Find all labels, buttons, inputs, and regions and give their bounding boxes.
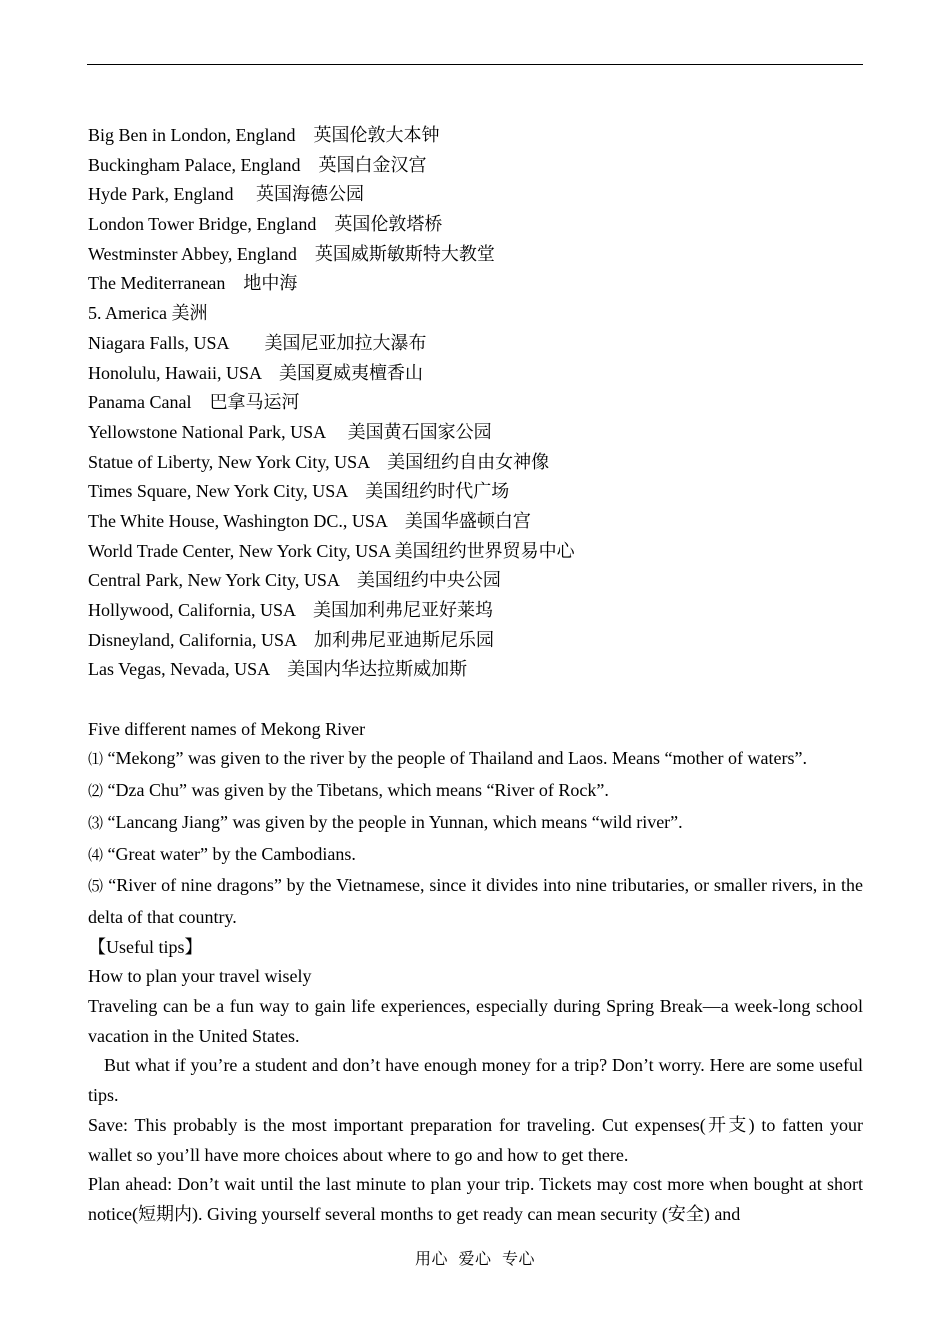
mekong-title: Five different names of Mekong River [88,718,366,739]
mekong-item [88,776,863,808]
item-number: ⑴ [88,752,104,769]
header-rule [87,64,863,65]
list-item: Big Ben in London, England 英国伦敦大本钟 [88,125,440,145]
list-item: Las Vegas, Nevada, USA 美国内华达拉斯威加斯 [88,659,468,680]
list-item: The Mediterranean 地中海 [88,273,298,294]
page-footer: 用心 爱心 专心 [414,1251,535,1268]
list-item: World Trade Center, New York City, USA 美国纽约世界贸易中心 [88,540,575,561]
paragraph: Traveling can be a fun way to gain life experiences, especially during Spring Break—a week-long school vacation in the United States. [88,996,863,1046]
blank-line [88,685,863,715]
item-number: ⑵ [88,784,104,801]
list-item: Niagara Falls, USA 美国尼亚加拉大瀑布 [88,332,427,353]
section-heading-america: 5. America 美洲 [88,303,208,324]
list-item: Hyde Park, England 英国海德公园 [88,184,364,205]
paragraph: Save: This probably is the most important preparation for traveling. Cut expenses(开支) to fatten your wallet so you’ll have more choices about where to go and how to get there. [88,1114,863,1165]
list-item: Yellowstone National Park, USA 美国黄石国家公园 [88,421,492,442]
item-text: “Lancang Jiang” was given by the people in Yunnan, which means “wild river”. [107,811,683,832]
item-text: “Dza Chu” was given by the Tibetans, which means “River of Rock”. [107,780,609,801]
tips-subheading: How to plan your travel wisely [88,966,312,987]
list-item: Statue of Liberty, New York City, USA 美国纽约自由女神像 [88,451,550,472]
item-text: “River of nine dragons” by the Vietnamese, since it divides into nine tributaries, or smaller rivers, in the delta of that country. [88,875,863,927]
tips-heading: 【Useful tips】 [88,936,203,957]
list-item: Times Square, New York City, USA 美国纽约时代广场 [88,481,510,502]
mekong-item [88,840,863,872]
list-item: Buckingham Palace, England 英国白金汉宫 [88,154,427,175]
item-text: “Mekong” was given to the river by the people of Thailand and Laos. Means “mother of waters”. [107,748,807,769]
mekong-item [88,744,863,776]
list-item: The White House, Washington DC., USA 美国华盛顿白宫 [88,510,531,531]
document-body [88,121,863,1230]
mekong-item [88,808,863,840]
item-text: “Great water” by the Cambodians. [107,843,356,864]
item-number: ⑶ [88,815,104,832]
paragraph: Plan ahead: Don’t wait until the last minute to plan your trip. Tickets may cost more when bought at short notice(短期内). Giving yourself several months to get ready can mean security (安全) and [88,1174,863,1224]
list-item: Honolulu, Hawaii, USA 美国夏威夷檀香山 [88,362,423,383]
useful-tips-section [88,933,863,1230]
paragraph: But what if you’re a student and don’t have enough money for a trip? Don’t worry. Here are some useful tips. [88,1055,863,1106]
mekong-section [88,715,863,933]
list-item: Panama Canal 巴拿马运河 [88,392,300,413]
list-item: Central Park, New York City, USA 美国纽约中央公园 [88,570,501,591]
list-item: London Tower Bridge, England 英国伦敦塔桥 [88,214,443,235]
mekong-item [88,871,863,932]
list-item: Westminster Abbey, England 英国威斯敏斯特大教堂 [88,243,495,264]
landmark-list [88,121,863,685]
item-number: ⑷ [88,847,104,864]
list-item: Disneyland, California, USA 加利弗尼亚迪斯尼乐园 [88,629,494,650]
item-number: ⑸ [88,879,104,896]
list-item: Hollywood, California, USA 美国加利弗尼亚好莱坞 [88,600,493,620]
